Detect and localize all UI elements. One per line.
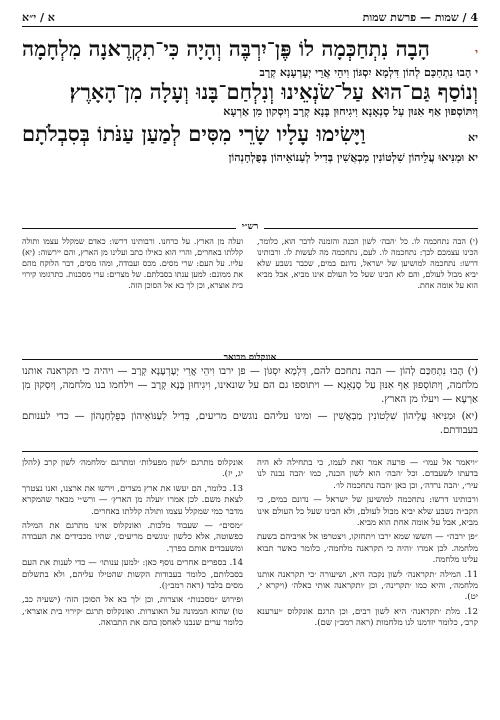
onkelos-heading-label: אונקלוס מבואר <box>218 353 283 363</box>
onkelos-paragraph: (יא) וּמַנִּיאוּ עֲלֵיהוֹן שִׁלְטוֹנִין מַבְאֲשִׁין — ומינו עליהם נוגשים מריעים, בְּדִיל לְעַנּוֹאֵיהוֹן בְּפֻלְחָנְהוֹן — כדי לענותם בעבודתם. <box>22 411 478 436</box>
notes-column-right <box>257 458 478 714</box>
targum-text: וְיִתּוֹסְפוּן אַף אִנּוּן עַל סָנְאָנָא וִיגִיחוּן בָּנָא קְרָב וְיִסְקוּן מִן אַרְעָא <box>223 105 478 118</box>
onkelos-heading <box>0 352 500 363</box>
verse-text: וְנוֹסַף גַּם־הוּא עַל־שֹׂנְאֵינוּ וְנִלְחַם־בָּנוּ וְעָלָה מִן־הָאָרֶץ׃ <box>69 79 478 104</box>
verse-11 <box>22 121 478 164</box>
onkelos-explained <box>22 365 478 441</box>
note-paragraph: 13. כלומר, הם יעשו את ארץ מצרים, וירשו את ארצנו, ואנו נצטרך לצאת משם. לכן אמרו ׳ועלה מן הארץ׳ — ורש״י מבאר שהמקרא מדבר כמי שמקלל עצמו ותולה קללתו באחרים. <box>22 483 243 517</box>
rashi-column: ועלה מן הארץ. על כרחנו. ורבותינו דרשו: כאדם שמקלל עצמו ותולה קללתו באחרים, והרי הוא כאילו כתב ועלינו מן הארץ, והם יירשוה: (יא) עליו. על העם: שרי מסים. מכס ועבודה, ומהו מסים, דבר הלוקח מהם את ממונם: למען ענתו בסבלתם. של מצרים: ערי מסכנות. כתרגומו קירוי בית אוצרא, וכן לך בא אל הסוכן הזה. <box>22 237 243 290</box>
note-paragraph: ״מסים״ — שעבוד מלכות. ואונקלוס אינו מתרגם את המילה כפשוטה, אלא כלשון ׳נוגשים מריעים׳, שהיו מכבידים את העבודה ומשעבדים אותם בפרך. <box>22 521 243 554</box>
notes-column-left <box>22 458 243 714</box>
rashi-column: (י) הבה נתחכמה לו. כל ׳הבה׳ לשון הכנה והזמנה לדבר הוא, כלומר, הכינו עצמכם לכך: נתחכמה לו. לעם, נתחכמה מה לעשות לו. ורבותינו דרשו: נתחכמה למושיען של ישראל, נדונם במים, שכבר נשבע שלא יביא מבול לעולם, והם לא הבינו שעל כל העולם אינו מביא, אבל מביא הוא על אומה אחת. <box>257 237 478 290</box>
verse-text: וַיָּשִׂימוּ עָלָיו שָׂרֵי מִסִּים לְמַעַן עַנֹּתוֹ בְּסִבְלֹתָם <box>22 121 366 146</box>
header-right-label: 4 / שמות — פרשת שמות <box>362 10 478 24</box>
rashi-commentary <box>22 236 478 344</box>
targum-text: יא וּמַנִּיאוּ עֲלֵיהוֹן שִׁלְטוֹנִין מַבְאֲשִׁין בְּדִיל לְעַנּוֹאֵיהוֹן בְּפֻלְחָנְהוֹן <box>228 151 478 164</box>
page-header <box>22 8 478 27</box>
torah-verses <box>22 36 478 167</box>
divider <box>22 451 478 452</box>
note-paragraph: 12. מלת ׳תקראנה׳ היא לשון רבים, וכן תרגם אונקלוס ׳יערענא קרב׳, כלומר יזדמנו לנו מלחמות (ראה רמב״ן שם). <box>257 606 478 629</box>
verse-line <box>22 79 478 105</box>
note-paragraph: ״פן ירבה״ — חששו שמא ירבו ויתחזקו, ויצטרפו אל אויביהם בשעת מלחמה. לכן אמרו ׳והיה כי תקראנה מלחמה׳, כלומר כאשר תבוא עלינו מלחמה. <box>257 532 478 566</box>
targum-line <box>22 105 478 118</box>
divider <box>22 359 478 360</box>
verse-number: יא <box>468 131 478 144</box>
targum-line <box>22 151 478 164</box>
targum-text: י הָבוּ נִתְחַכַּם לְהוֹן דִּלְמָא יִסְגּוֹן וִיהֵי אֲרֵי יְעָרְעָנָא קְרָב <box>259 66 478 79</box>
verse-10 <box>22 36 478 118</box>
verse-line <box>22 36 478 66</box>
verse-text: הָבָה נִתְחַכְּמָה לוֹ פֶּן־יִרְבֶּה וְהָיָה כִּי־תִקְרֶאנָה מִלְחָמָה <box>22 36 430 61</box>
footnotes <box>22 458 478 714</box>
onkelos-paragraph: (י) הָבוּ נִתְחַכַּם לְהוֹן — הבה נתחכם להם, דִּלְמָא יִסְגּוֹן — פן ירבו וִיהֵי אֲרֵי יְעָרְעָנָא קְרָב — ויהיה כי תקראנה אותנו מלחמה, וְיִתּוֹסְפוּן אַף אִנּוּן עַל סָנְאָנָא — ויתוספו גם הם על שונאינו, וִיגִיחוּן בָּנָא קְרָב — וילחמו בנו מלחמה, וְיִסְקוּן מִן אַרְעָא — ויעלו מן הארץ. <box>22 366 478 405</box>
note-paragraph: ״ויאמר אל עמו״ — פרעה אמר זאת לעמו, כי בתחילה לא היה בדעתו לשעבדם. וכל ׳הבה׳ הוא לשון הכנה, כמו ׳הבה נבנה לנו עיר׳, ׳הבה נרדה׳, וכן כאן ׳הבה נתחכמה לו׳. <box>257 458 478 491</box>
note-paragraph: אונקלוס מתרגם ׳לשון מפעלות׳ ומתרגם ׳מלחמה׳ לשון קרב (להלן יג, יז). <box>22 458 243 480</box>
rashi-marker <box>0 221 500 232</box>
note-paragraph: ורבותינו דרשו: נתחכמה למושיען של ישראל — נדונם במים, כי הקב״ה נשבע שלא יביא מבול לעולם, ולא הבינו שעל כל העולם אינו מביא, אבל על אומה אחת הוא מביא. <box>257 495 478 529</box>
verse-number: י <box>475 46 478 59</box>
note-paragraph: ופירוש ״מסכנות״ אוצרות, וכן ׳לך בא אל הסוכן הזה׳ (ישעיה כב, טו) שהוא הממונה על האוצרות. ואונקלוס תרגם ׳קירוי בית אוצרא׳, כלומר ערים שנבנו לאחסן בהם את התבואה. <box>22 595 243 629</box>
note-paragraph: 11. המילה ׳תקראנה׳ לשון נקבה היא, ושיעורה ׳כי תקראנה אותנו מלחמה׳, והיא כמו ׳תקרינה׳, וכן ׳ותקראנה אותי כאלה׳ (ויקרא י, יט). <box>257 569 478 603</box>
targum-line <box>22 66 478 79</box>
rashi-marker-label: רש״י <box>236 222 265 232</box>
note-paragraph: 14. בספרים אחרים נוסף כאן: ׳למען ענותו׳ — כדי לענות את העם בסבלותם, כלומר בעבודות הקשות שהטילו עליהם, ולא בתשלום מסים בלבד (ראה רמב״ן). <box>22 558 243 592</box>
header-left-label: א / י״א <box>22 10 55 24</box>
verse-line <box>22 121 478 151</box>
